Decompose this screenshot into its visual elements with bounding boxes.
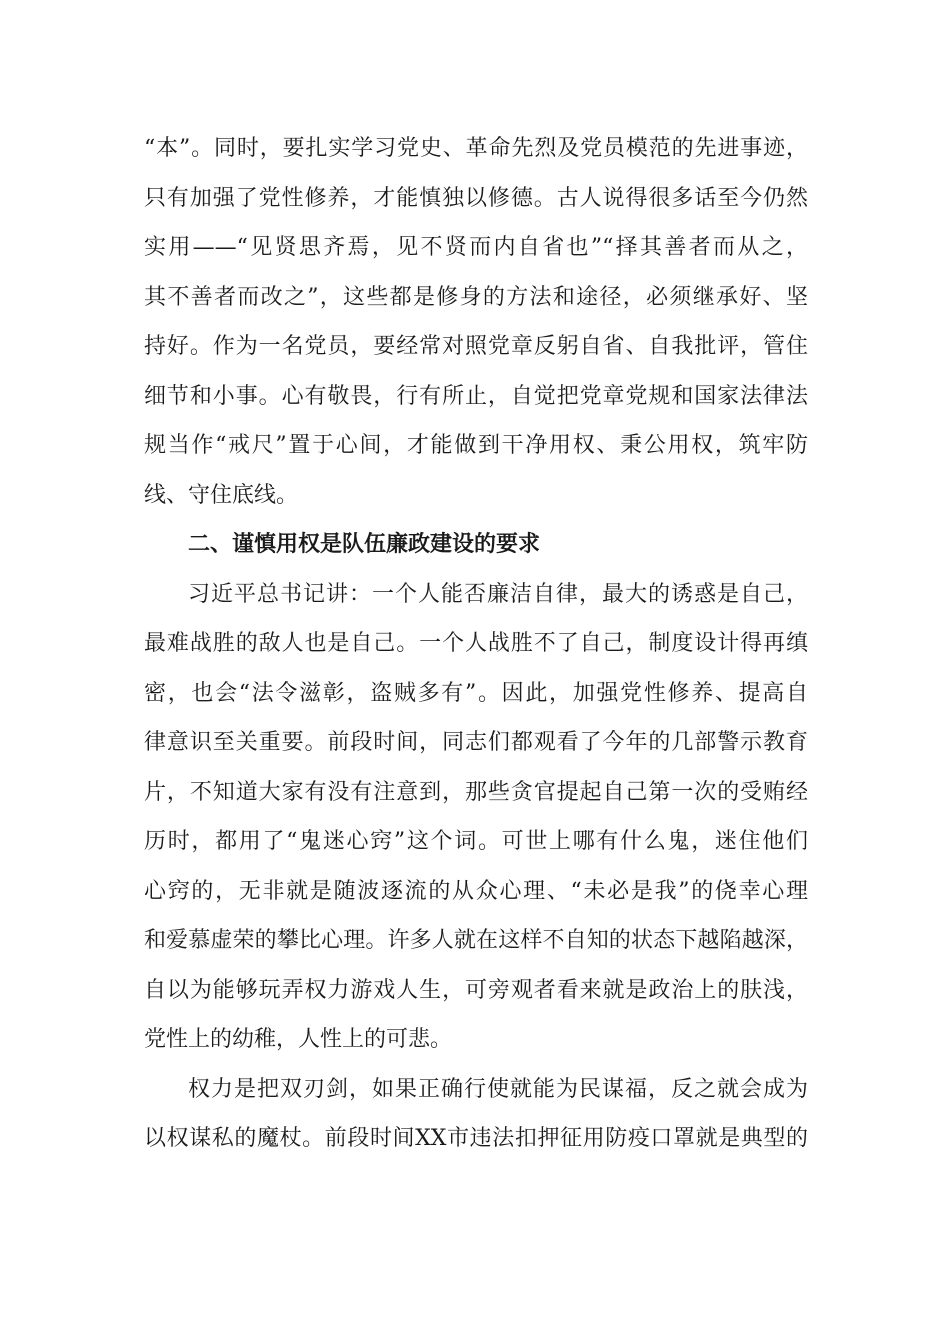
- text-line: 最难战胜的敌人也是自己。一个人战胜不了自己，制度设计得再缜: [144, 631, 808, 656]
- text-line: “本”。同时，要扎实学习党史、革命先烈及党员模范的先进事迹，: [144, 136, 808, 161]
- text-line: 线、守住底线。: [144, 482, 299, 508]
- text-line: 持好。作为一名党员，要经常对照党章反躬自省、自我批评，管住: [144, 334, 808, 359]
- text-line: 实用——“见贤思齐焉，见不贤而内自省也”“择其善者而从之，: [144, 235, 808, 260]
- text-line: 党性上的幼稚，人性上的可悲。: [144, 1027, 453, 1052]
- text-line: 以权谋私的魔杖。前段时间XX市违法扣押征用防疫口罩就是典型的: [144, 1126, 808, 1151]
- text-line: 片，不知道大家有没有注意到，那些贪官提起自己第一次的受贿经: [144, 779, 808, 805]
- text-line: 和爱慕虚荣的攀比心理。许多人就在这样不自知的状态下越陷越深，: [144, 928, 808, 953]
- text-line: 习近平总书记讲：一个人能否廉洁自律，最大的诱惑是自己，: [188, 581, 808, 607]
- section-heading: 二、谨慎用权是队伍廉政建设的要求: [188, 531, 541, 557]
- text-line: 规当作“戒尺”置于心间，才能做到干净用权、秉公用权，筑牢防: [144, 433, 808, 458]
- paragraph-2: [144, 570, 808, 1065]
- text-line: 其不善者而改之”，这些都是修身的方法和途径，必须继承好、坚: [144, 284, 808, 310]
- text-line: 历时，都用了“鬼迷心窍”这个词。可世上哪有什么鬼，迷住他们: [144, 829, 808, 854]
- text-line: 密，也会“法令滋彰，盗贼多有”。因此，加强党性修养、提高自: [144, 680, 808, 706]
- text-line: 律意识至关重要。前段时间，同志们都观看了今年的几部警示教育: [144, 730, 808, 755]
- paragraph-1: [144, 124, 808, 520]
- text-line: 自以为能够玩弄权力游戏人生，可旁观者看来就是政治上的肤浅，: [144, 977, 808, 1003]
- paragraph-3: [144, 1065, 808, 1164]
- text-line: 只有加强了党性修养，才能慎独以修德。古人说得很多话至今仍然: [144, 185, 808, 211]
- text-line: 心窍的，无非就是随波逐流的从众心理、“未必是我”的侥幸心理: [144, 878, 808, 904]
- text-line: 细节和小事。心有敬畏，行有所止，自觉把党章党规和国家法律法: [144, 383, 808, 409]
- text-line: 权力是把双刃剑，如果正确行使就能为民谋福，反之就会成为: [188, 1076, 808, 1102]
- document-body: [144, 124, 808, 1164]
